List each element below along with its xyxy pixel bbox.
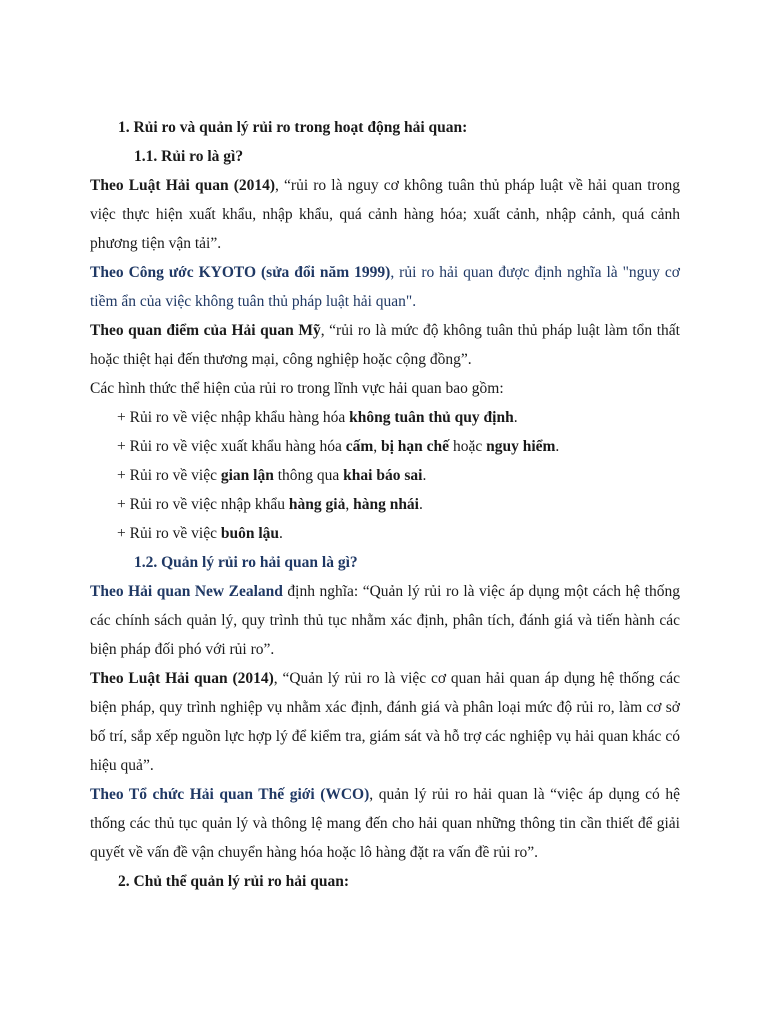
bullet-text: + Rủi ro về việc nhập khẩu hàng hóa <box>117 409 350 426</box>
body-text: , “rủi ro là mức độ không tuân thủ pháp luật làm tổn thất hoặc thiệt hại đến thương mại, công nghiệp hoặc cộng đồng”. <box>90 322 680 368</box>
bullet-text: hoặc <box>449 438 487 455</box>
bold-term: nguy hiểm <box>486 438 556 455</box>
bold-term: gian lận <box>220 467 274 484</box>
body-text: , “rủi ro là nguy cơ không tuân thủ pháp luật về hải quan trong việc thực hiện xuất khẩu, nhập khẩu, quá cảnh hàng hóa; xuất cảnh, nhập cảnh, quá cảnh phương tiện vận tải”. <box>90 177 680 252</box>
lead-text: Theo Luật Hải quan (2014) <box>90 670 274 687</box>
bold-term: không tuân thủ quy định <box>349 409 514 426</box>
risk-definition-kyoto <box>90 258 680 316</box>
bold-term: khai báo sai <box>343 467 423 484</box>
lead-text: Theo Luật Hải quan (2014) <box>90 177 276 194</box>
bold-term: hàng giả <box>288 496 346 513</box>
bullet-end: . <box>513 409 518 426</box>
lead-text: Theo Tổ chức Hải quan Thế giới (WCO) <box>90 786 370 803</box>
risk-definition-us-customs <box>90 316 680 374</box>
bold-term: cấm <box>345 438 374 455</box>
list-item <box>90 519 680 548</box>
risk-definition-law-2014 <box>90 171 680 258</box>
bullet-end: . <box>419 496 423 513</box>
bold-term: bị hạn chế <box>381 438 450 455</box>
document-content <box>90 113 680 896</box>
bullet-end: . <box>422 467 427 484</box>
bullet-text: + Rủi ro về việc nhập khẩu <box>117 496 289 513</box>
management-definition-new-zealand <box>90 577 680 664</box>
forms-intro: Các hình thức thể hiện của rủi ro trong lĩnh vực hải quan bao gồm: <box>90 380 504 397</box>
lead-text: Theo Công ước KYOTO (sửa đổi năm 1999) <box>90 264 391 281</box>
body-text: , rủi ro hải quan được định nghĩa là "nguy cơ tiềm ẩn của việc không tuân thủ pháp luật hải quan". <box>90 264 680 310</box>
list-item <box>90 461 680 490</box>
bold-term: hàng nhái <box>353 496 419 513</box>
bold-term: buôn lậu <box>220 525 280 542</box>
bullet-text: thông qua <box>273 467 344 484</box>
heading-1-1: 1.1. Rủi ro là gì? <box>134 148 244 165</box>
list-item <box>90 403 680 432</box>
lead-text: Theo quan điểm của Hải quan Mỹ <box>90 322 321 339</box>
heading-1-2: 1.2. Quản lý rủi ro hải quan là gì? <box>134 554 358 571</box>
bullet-end: . <box>279 525 283 542</box>
bullet-text: + Rủi ro về việc xuất khẩu hàng hóa <box>117 438 346 455</box>
lead-text: Theo Hải quan New Zealand <box>90 583 283 600</box>
management-definition-wco <box>90 780 680 867</box>
list-item <box>90 490 680 519</box>
management-definition-law-2014 <box>90 664 680 780</box>
heading-2: 2. Chủ thể quản lý rủi ro hải quan: <box>118 873 349 890</box>
heading-1: 1. Rủi ro và quản lý rủi ro trong hoạt động hải quan: <box>118 119 468 136</box>
bullet-end: . <box>555 438 560 455</box>
bullet-text: , <box>345 496 354 513</box>
bullet-text: , <box>373 438 381 455</box>
bullet-text: + Rủi ro về việc <box>117 525 221 542</box>
body-text: , “Quản lý rủi ro là việc cơ quan hải quan áp dụng hệ thống các biện pháp, quy trình nghiệp vụ nhằm xác định, đánh giá và phân loại mức độ rủi ro, làm cơ sở bố trí, sắp xếp nguồn lực hợp lý để kiểm tra, giám sát và hỗ trợ các nghiệp vụ hải quan khác có hiệu quả”. <box>90 670 680 774</box>
bullet-text: + Rủi ro về việc <box>117 467 221 484</box>
body-text: định nghĩa: “Quản lý rủi ro là việc áp dụng một cách hệ thống các chính sách quản lý, quy trình thủ tục nhằm xác định, phân tích, đánh giá và tiến hành các biện pháp đối phó với rủi ro”. <box>90 583 680 658</box>
list-item <box>90 432 680 461</box>
body-text: , quản lý rủi ro hải quan là “việc áp dụng có hệ thống các thủ tục quản lý và thông lệ mang đến cho hải quan những thông tin cần thiết để giải quyết về vấn đề vận chuyển hàng hóa hoặc lô hàng đặt ra vấn đề rủi ro”. <box>90 786 680 861</box>
